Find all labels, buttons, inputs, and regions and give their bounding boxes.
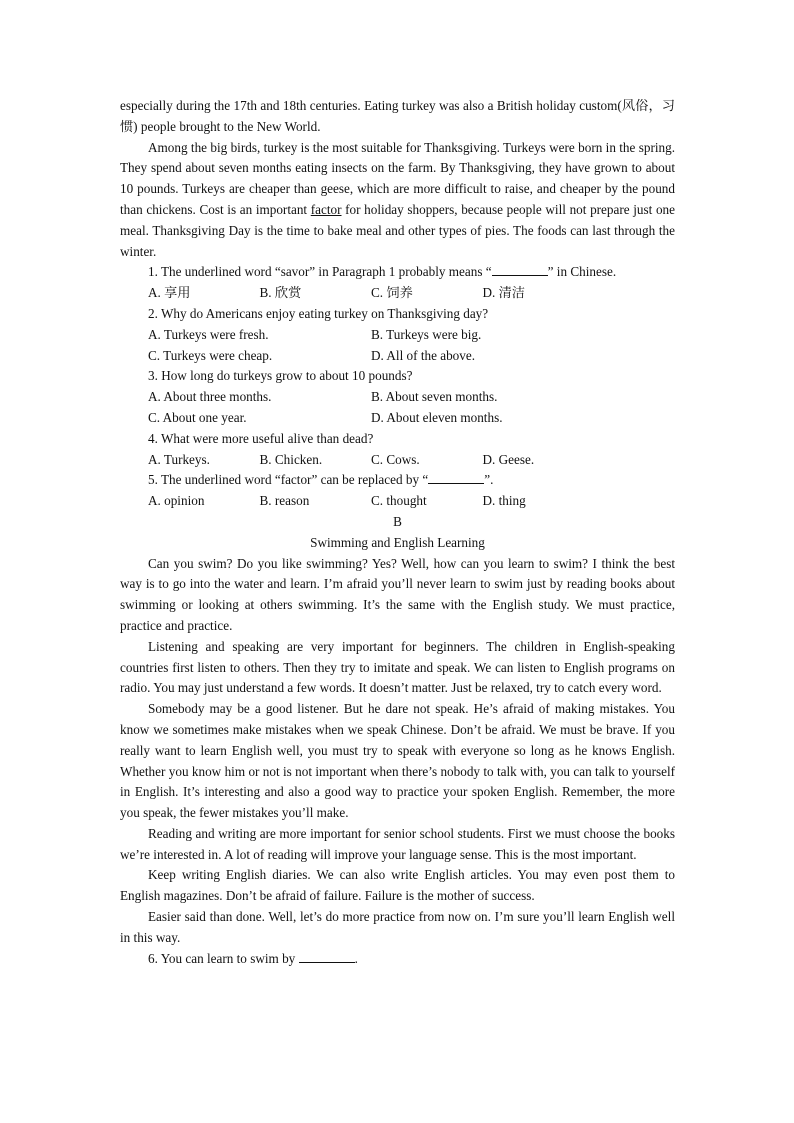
question-4-options [120, 450, 675, 471]
paragraph-b1: Can you swim? Do you like swimming? Yes? Well, how can you learn to swim? I think the best way is to go into the water and learn. I’m afraid you’ll never learn to swim just by reading books about swimming or looking at others swimming. It’s the same with the English study. We must practice, practice and practice. [120, 555, 675, 633]
answer-blank [428, 471, 484, 484]
option-a: A. 享用 [148, 285, 191, 301]
option-b: B. About seven months. [371, 389, 498, 405]
option-d: D. thing [482, 493, 526, 509]
option-b: B. Turkeys were big. [371, 326, 482, 342]
question-6-text-end: . [354, 950, 358, 966]
question-2: 2. Why do Americans enjoy eating turkey on Thanksgiving day? [148, 305, 489, 321]
question-5-text-end: ”. [484, 472, 494, 488]
question-2-options-row2 [120, 346, 675, 367]
option-d: D. All of the above. [371, 347, 476, 363]
question-2-options-row1 [120, 325, 675, 346]
option-a: A. Turkeys were fresh. [148, 326, 269, 342]
question-1-text-end: ” in Chinese. [547, 264, 617, 280]
paragraph-a1-start: Among the big birds, turkey is the most suitable for Thanksgiving. Turkeys were born in the spring. They spend about seven months eating insects on the farm. By Thanksgiving, they have grown to about 10 pounds. Turkeys are cheaper than geese, which are more difficult to raise, and cheaper by the pound than chickens. Cost is an important [120, 139, 675, 217]
answer-blank [299, 950, 355, 963]
option-d: D. About eleven months. [371, 409, 503, 425]
question-3-options-row2 [120, 408, 675, 429]
question-5 [120, 470, 675, 491]
option-a: A. About three months. [148, 389, 272, 405]
option-c: C. 饲养 [371, 285, 413, 301]
question-5-text: 5. The underlined word “factor” can be replaced by “ [148, 472, 429, 488]
paragraph-b6: Easier said than done. Well, let’s do more practice from now on. I’m sure you’ll learn English well in this way. [120, 909, 675, 945]
paragraph-b4: Reading and writing are more important for senior school students. First we must choose the books we’re interested in. A lot of reading will improve your language sense. This is the most important. [120, 825, 675, 862]
paragraph-a1-end: for holiday shoppers, because people will not prepare just one meal. Thanksgiving Day is the time to bake meal and other types of pies. The foods can last through the winter. [120, 201, 675, 259]
paragraph-b3: Somebody may be a good listener. But he dare not speak. He’s afraid of making mistakes. You know we sometimes make mistakes when we speak Chinese. Don’t be afraid. We must be brave. If you really want to learn English well, you must try to speak with everyone so long as he knows English. Whether you know him or not is not important when there’s nobody to talk with, you can talk to yourself in English. It’s interesting and also a good way to practice your spoken English. Remember, the more you speak, the fewer mistakes you’ll make. [120, 701, 675, 821]
question-6-text: 6. You can learn to swim by [148, 950, 299, 966]
option-c: C. Cows. [371, 451, 420, 467]
question-3-options-row1 [120, 387, 675, 408]
answer-blank [492, 263, 548, 276]
paragraph-a1 [120, 138, 675, 263]
section-title: Swimming and English Learning [310, 534, 485, 550]
option-d: D. Geese. [482, 451, 535, 467]
paragraph-a0: especially during the 17th and 18th centuries. Eating turkey was also a British holiday custom(风俗，习惯) people brought to the New World. [120, 98, 675, 134]
document-page [120, 96, 675, 969]
option-c: C. thought [371, 493, 427, 509]
paragraph-b2: Listening and speaking are very important for beginners. The children in English-speaking countries first listen to others. Then they try to imitate and speak. We can listen to English programs on radio. You may just understand a few words. It doesn’t matter. Just be relaxed, try to catch every word. [120, 638, 675, 696]
question-3: 3. How long do turkeys grow to about 10 pounds? [148, 368, 413, 384]
option-c: C. Turkeys were cheap. [148, 347, 273, 363]
question-1-options [120, 283, 675, 304]
option-b: B. 欣赏 [259, 285, 302, 301]
question-1-text: 1. The underlined word “savor” in Paragraph 1 probably means “ [148, 264, 492, 280]
option-b: B. reason [259, 493, 310, 509]
option-c: C. About one year. [148, 409, 247, 425]
option-d: D. 清洁 [482, 285, 525, 301]
underlined-word-factor: factor [310, 201, 342, 217]
option-a: A. Turkeys. [148, 451, 210, 467]
option-a: A. opinion [148, 493, 205, 509]
question-4: 4. What were more useful alive than dead? [148, 430, 374, 446]
question-6 [120, 949, 675, 970]
question-5-options [120, 491, 675, 512]
option-b: B. Chicken. [259, 451, 323, 467]
section-letter: B [393, 513, 402, 529]
paragraph-b5: Keep writing English diaries. We can also write English articles. You may even post them to English magazines. Don’t be afraid of failure. Failure is the mother of success. [120, 867, 675, 904]
question-1 [120, 262, 675, 283]
